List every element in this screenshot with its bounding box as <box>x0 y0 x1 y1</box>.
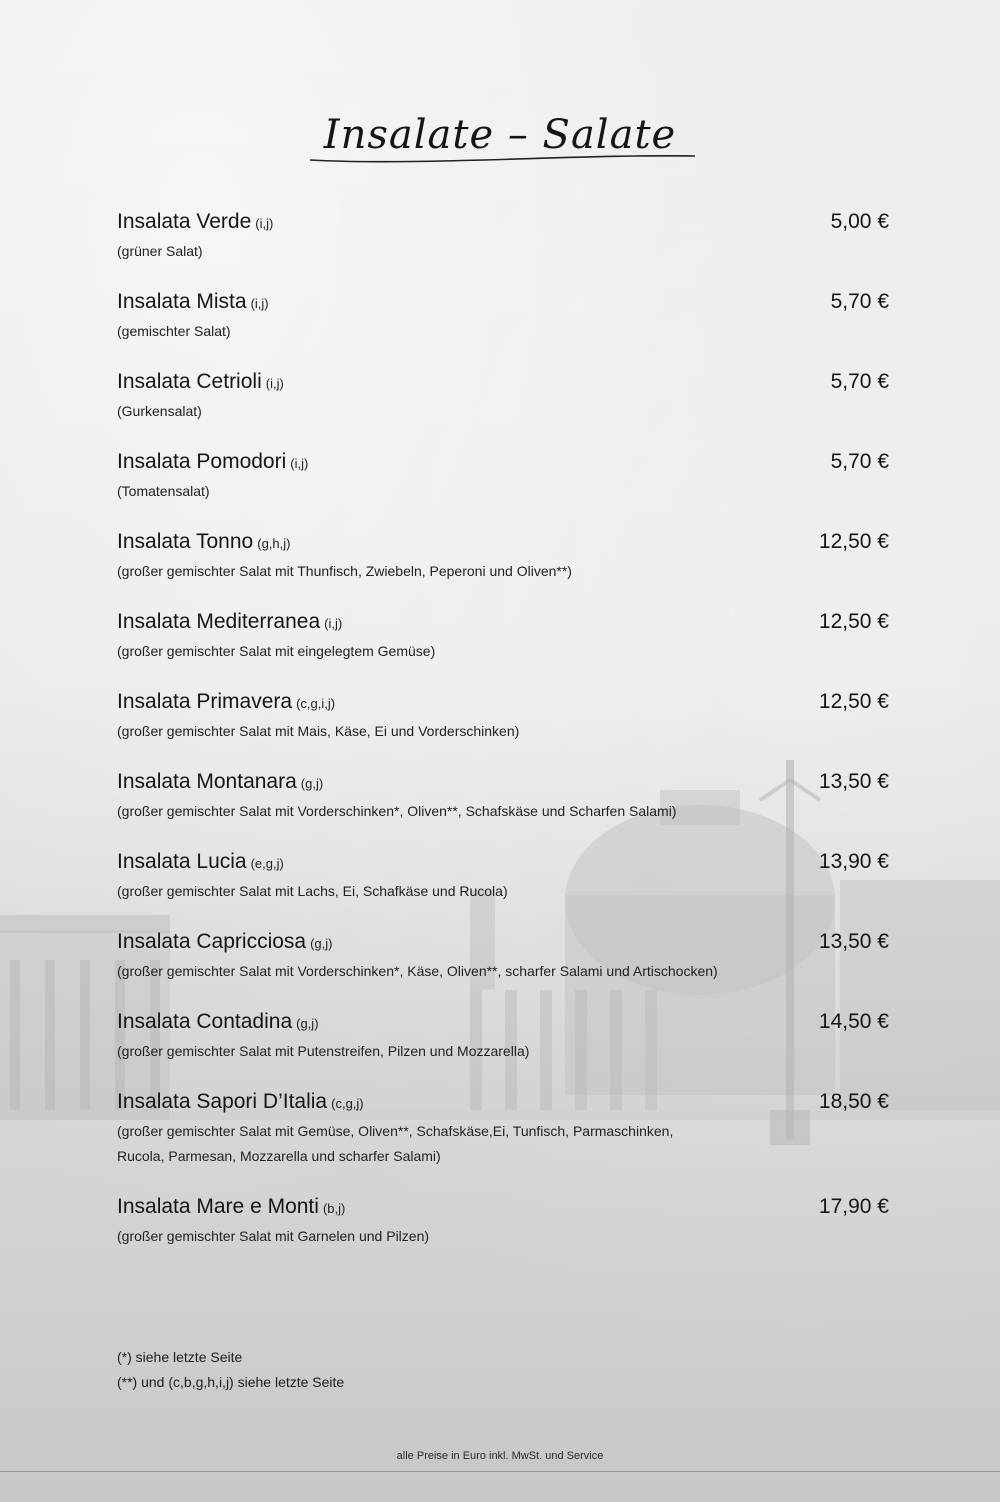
item-description: (großer gemischter Salat mit Mais, Käse, Ei und Vorderschinken) <box>117 723 520 739</box>
menu-item <box>117 1090 889 1169</box>
item-allergens: (g,j) <box>296 1016 319 1031</box>
item-description: (großer gemischter Salat mit Garnelen und Pilzen) <box>117 1228 430 1244</box>
item-allergens: (i,j) <box>290 456 309 471</box>
item-allergens: (g,j) <box>310 936 333 951</box>
item-name: Insalata Mare e Monti <box>117 1195 319 1218</box>
item-price: 5,70 € <box>830 290 889 313</box>
menu-item <box>117 610 889 664</box>
item-price: 17,90 € <box>818 1195 889 1218</box>
menu-item <box>117 1010 889 1064</box>
price-footer-note: alle Preise in Euro inkl. MwSt. und Service <box>396 1450 604 1462</box>
item-description: (Tomatensalat) <box>117 483 210 499</box>
item-allergens: (b,j) <box>322 1201 346 1216</box>
item-price: 13,50 € <box>818 930 889 953</box>
item-name: Insalata Primavera <box>117 690 293 713</box>
item-name: Insalata Cetrioli <box>117 370 262 393</box>
footnote: (*) siehe letzte Seite <box>117 1349 243 1365</box>
item-allergens: (i,j) <box>265 376 284 391</box>
item-allergens: (e,g,j) <box>250 856 284 871</box>
item-description: (grüner Salat) <box>117 243 203 259</box>
item-price: 14,50 € <box>818 1010 889 1033</box>
item-allergens: (c,g,j) <box>331 1096 364 1111</box>
item-price: 5,00 € <box>830 210 889 233</box>
menu-item <box>117 930 889 984</box>
item-allergens: (c,g,i,j) <box>296 696 336 711</box>
item-description: (großer gemischter Salat mit Vorderschinken*, Oliven**, Schafskäse und Scharfen Salami) <box>117 803 677 819</box>
item-name: Insalata Mista <box>117 290 247 313</box>
item-price: 5,70 € <box>830 370 889 393</box>
item-name: Insalata Sapori D’Italia <box>117 1090 328 1113</box>
item-description: (großer gemischter Salat mit Vorderschinken*, Käse, Oliven**, scharfer Salami und Artischocken) <box>117 963 718 979</box>
menu-item <box>117 210 889 264</box>
menu-item <box>117 1195 889 1249</box>
menu-item <box>117 850 889 904</box>
item-name: Insalata Mediterranea <box>117 610 321 633</box>
item-name: Insalata Verde <box>117 210 252 233</box>
item-allergens: (i,j) <box>255 216 274 231</box>
item-description: (großer gemischter Salat mit Putenstreifen, Pilzen und Mozzarella) <box>117 1043 530 1059</box>
item-description: (großer gemischter Salat mit Thunfisch, Zwiebeln, Peperoni und Oliven**) <box>117 563 572 579</box>
item-description: (großer gemischter Salat mit eingelegtem Gemüse) <box>117 643 436 659</box>
item-name: Insalata Contadina <box>117 1010 293 1033</box>
page-title: Insalate – Salate <box>323 112 677 158</box>
item-description: (gemischter Salat) <box>117 323 231 339</box>
title-underline-flourish <box>300 150 700 170</box>
item-price: 13,90 € <box>818 850 889 873</box>
item-allergens: (g,j) <box>300 776 324 791</box>
menu-item <box>117 290 889 344</box>
item-allergens: (g,h,j) <box>257 536 291 551</box>
menu-item <box>117 370 889 424</box>
item-price: 12,50 € <box>818 530 889 553</box>
item-allergens: (i,j) <box>324 616 343 631</box>
footer-divider <box>0 1471 1000 1472</box>
item-name: Insalata Montanara <box>117 770 297 793</box>
item-name: Insalata Lucia <box>117 850 247 873</box>
menu-item <box>117 530 889 584</box>
footnotes <box>117 1345 344 1395</box>
footnote: (**) und (c,b,g,h,i,j) siehe letzte Seite <box>117 1374 345 1390</box>
item-description: (großer gemischter Salat mit Gemüse, Oliven**, Schafskäse,Ei, Tunfisch, Parmaschinken, Rucola, Parmesan, Mozzarella und scharfer Salami) <box>117 1123 674 1164</box>
item-price: 13,50 € <box>818 770 889 793</box>
item-name: Insalata Pomodori <box>117 450 287 473</box>
item-description: (großer gemischter Salat mit Lachs, Ei, Schafkäse und Rucola) <box>117 883 508 899</box>
menu-item <box>117 690 889 744</box>
item-price: 5,70 € <box>830 450 889 473</box>
item-description: (Gurkensalat) <box>117 403 202 419</box>
menu-item <box>117 770 889 824</box>
menu-item <box>117 450 889 504</box>
item-allergens: (i,j) <box>250 296 269 311</box>
item-price: 12,50 € <box>818 690 889 713</box>
item-name: Insalata Tonno <box>117 530 254 553</box>
item-name: Insalata Capricciosa <box>117 930 307 953</box>
item-price: 18,50 € <box>818 1090 889 1113</box>
item-price: 12,50 € <box>818 610 889 633</box>
salad-menu-list <box>117 210 889 1275</box>
